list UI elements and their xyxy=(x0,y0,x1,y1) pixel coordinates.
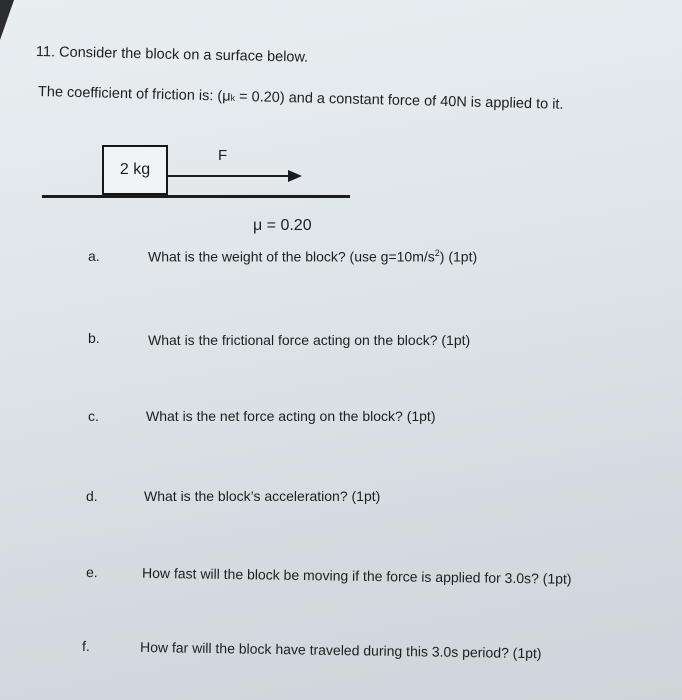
dark-corner-shadow xyxy=(0,0,14,40)
block-label: 2 kg xyxy=(119,161,151,178)
question-letter: f. xyxy=(81,638,90,655)
question-text: How fast will the block be moving if the force is applied for 3.0s? (1pt) xyxy=(141,564,572,587)
question-letter: a. xyxy=(88,248,100,264)
question-text-end: ) (1pt) xyxy=(439,248,478,265)
question-letter: d. xyxy=(86,488,98,504)
problem-intro xyxy=(38,84,564,113)
question-c xyxy=(88,408,648,430)
question-a xyxy=(88,248,648,270)
friction-coefficient-label: μ = 0.20 xyxy=(253,217,312,234)
problem-title xyxy=(36,44,308,66)
question-d xyxy=(86,488,646,510)
question-text xyxy=(148,248,477,265)
question-text: What is the net force acting on the block? (1pt) xyxy=(146,408,436,424)
question-b xyxy=(88,330,648,352)
problem-title-text: Consider the block on a surface below. xyxy=(58,44,309,66)
question-text: How far will the block have traveled during this 3.0s period? (1pt) xyxy=(139,638,542,662)
question-f xyxy=(82,638,662,669)
question-letter: e. xyxy=(85,564,98,581)
force-arrowhead-icon xyxy=(288,170,302,182)
question-text: What is the block’s acceleration? (1pt) xyxy=(144,488,381,504)
question-letter: c. xyxy=(88,408,99,424)
question-text: What is the frictional force acting on the block? (1pt) xyxy=(148,332,471,348)
question-letter: b. xyxy=(88,330,100,346)
intro-after: = 0.20) and a constant force of 40N is applied to it. xyxy=(234,88,564,113)
intro-subscript: k xyxy=(230,92,236,103)
question-text-main: What is the weight of the block? (use g=10m/s xyxy=(148,248,435,265)
surface-line xyxy=(42,195,350,198)
force-arrow-shaft xyxy=(168,175,290,177)
force-label: F xyxy=(218,147,228,164)
problem-number: 11. xyxy=(35,44,56,61)
mass-block xyxy=(102,145,168,195)
superscript: 2 xyxy=(434,248,440,258)
intro-before: The coefficient of friction is: (μ xyxy=(37,84,231,105)
force-diagram xyxy=(40,140,360,250)
question-e xyxy=(86,564,666,594)
